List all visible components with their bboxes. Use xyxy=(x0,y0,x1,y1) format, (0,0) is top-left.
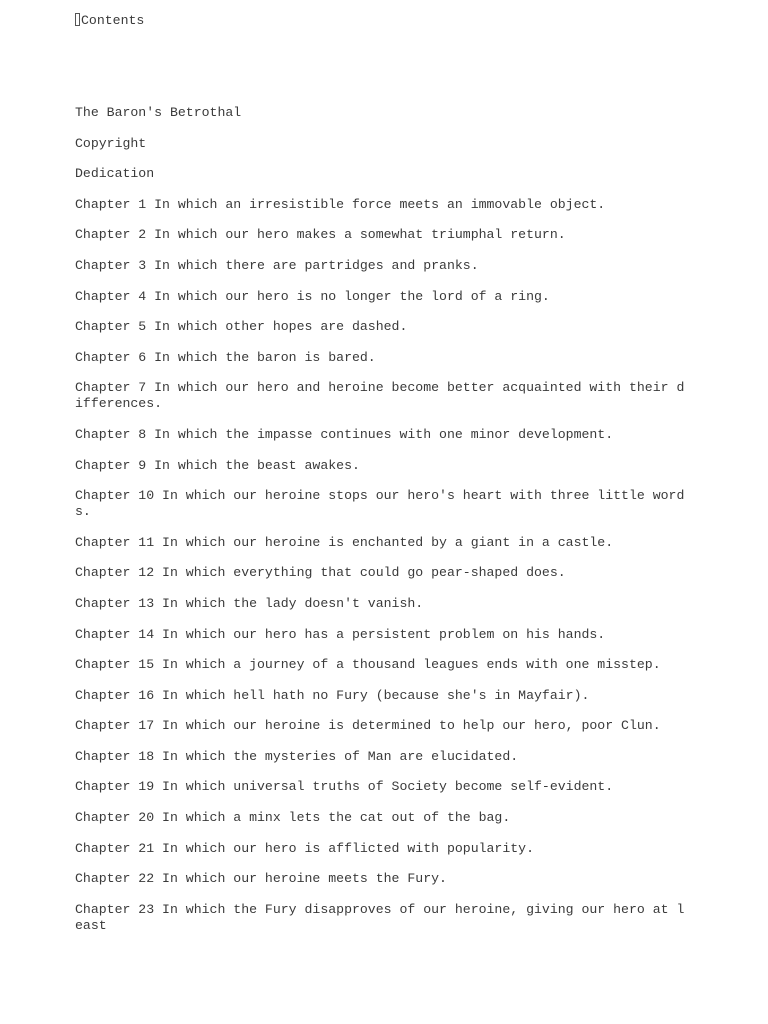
contents-header xyxy=(75,13,144,29)
toc-entry-chapter-16[interactable]: Chapter 16 In which hell hath no Fury (because she's in Mayfair). xyxy=(75,687,590,703)
toc-entry-chapter-1[interactable]: Chapter 1 In which an irresistible force meets an immovable object. xyxy=(75,196,606,212)
toc-entry-dedication[interactable]: Dedication xyxy=(75,166,155,182)
toc-entry-chapter-9[interactable]: Chapter 9 In which the beast awakes. xyxy=(75,457,360,473)
toc-entry-chapter-7[interactable]: Chapter 7 In which our hero and heroine become better acquainted with their differences. xyxy=(75,380,685,412)
toc-entry-chapter-14[interactable]: Chapter 14 In which our hero has a persistent problem on his hands. xyxy=(75,626,606,642)
toc-entry-chapter-18[interactable]: Chapter 18 In which the mysteries of Man are elucidated. xyxy=(75,748,519,764)
missing-glyph-icon xyxy=(75,13,80,26)
table-of-contents xyxy=(75,105,685,934)
toc-entry-chapter-13[interactable]: Chapter 13 In which the lady doesn't vanish. xyxy=(75,595,424,611)
toc-entry-chapter-19[interactable]: Chapter 19 In which universal truths of Society become self-evident. xyxy=(75,779,614,795)
toc-entry-chapter-15[interactable]: Chapter 15 In which a journey of a thousand leagues ends with one misstep. xyxy=(75,657,661,673)
toc-entry-chapter-10[interactable]: Chapter 10 In which our heroine stops our hero's heart with three little words. xyxy=(75,488,685,520)
toc-entry-chapter-4[interactable]: Chapter 4 In which our hero is no longer the lord of a ring. xyxy=(75,288,550,304)
toc-entry-chapter-17[interactable]: Chapter 17 In which our heroine is determined to help our hero, poor Clun. xyxy=(75,718,661,734)
toc-entry-chapter-20[interactable]: Chapter 20 In which a minx lets the cat out of the bag. xyxy=(75,810,511,826)
toc-entry-chapter-8[interactable]: Chapter 8 In which the impasse continues with one minor development. xyxy=(75,426,614,442)
toc-entry-chapter-12[interactable]: Chapter 12 In which everything that could go pear-shaped does. xyxy=(75,565,566,581)
toc-entry-chapter-2[interactable]: Chapter 2 In which our hero makes a somewhat triumphal return. xyxy=(75,227,566,243)
toc-entry-chapter-3[interactable]: Chapter 3 In which there are partridges and pranks. xyxy=(75,257,479,273)
toc-entry-chapter-5[interactable]: Chapter 5 In which other hopes are dashed. xyxy=(75,319,408,335)
toc-entry-chapter-22[interactable]: Chapter 22 In which our heroine meets the Fury. xyxy=(75,871,447,887)
contents-title: Contents xyxy=(81,13,145,28)
toc-entry-chapter-11[interactable]: Chapter 11 In which our heroine is enchanted by a giant in a castle. xyxy=(75,534,614,550)
toc-entry-chapter-23[interactable]: Chapter 23 In which the Fury disapproves of our heroine, giving our hero at least xyxy=(75,901,685,933)
toc-entry-copyright[interactable]: Copyright xyxy=(75,135,147,151)
toc-entry-chapter-6[interactable]: Chapter 6 In which the baron is bared. xyxy=(75,349,376,365)
toc-entry-chapter-21[interactable]: Chapter 21 In which our hero is afflicted with popularity. xyxy=(75,840,534,856)
toc-entry-title[interactable]: The Baron's Betrothal xyxy=(75,105,242,120)
